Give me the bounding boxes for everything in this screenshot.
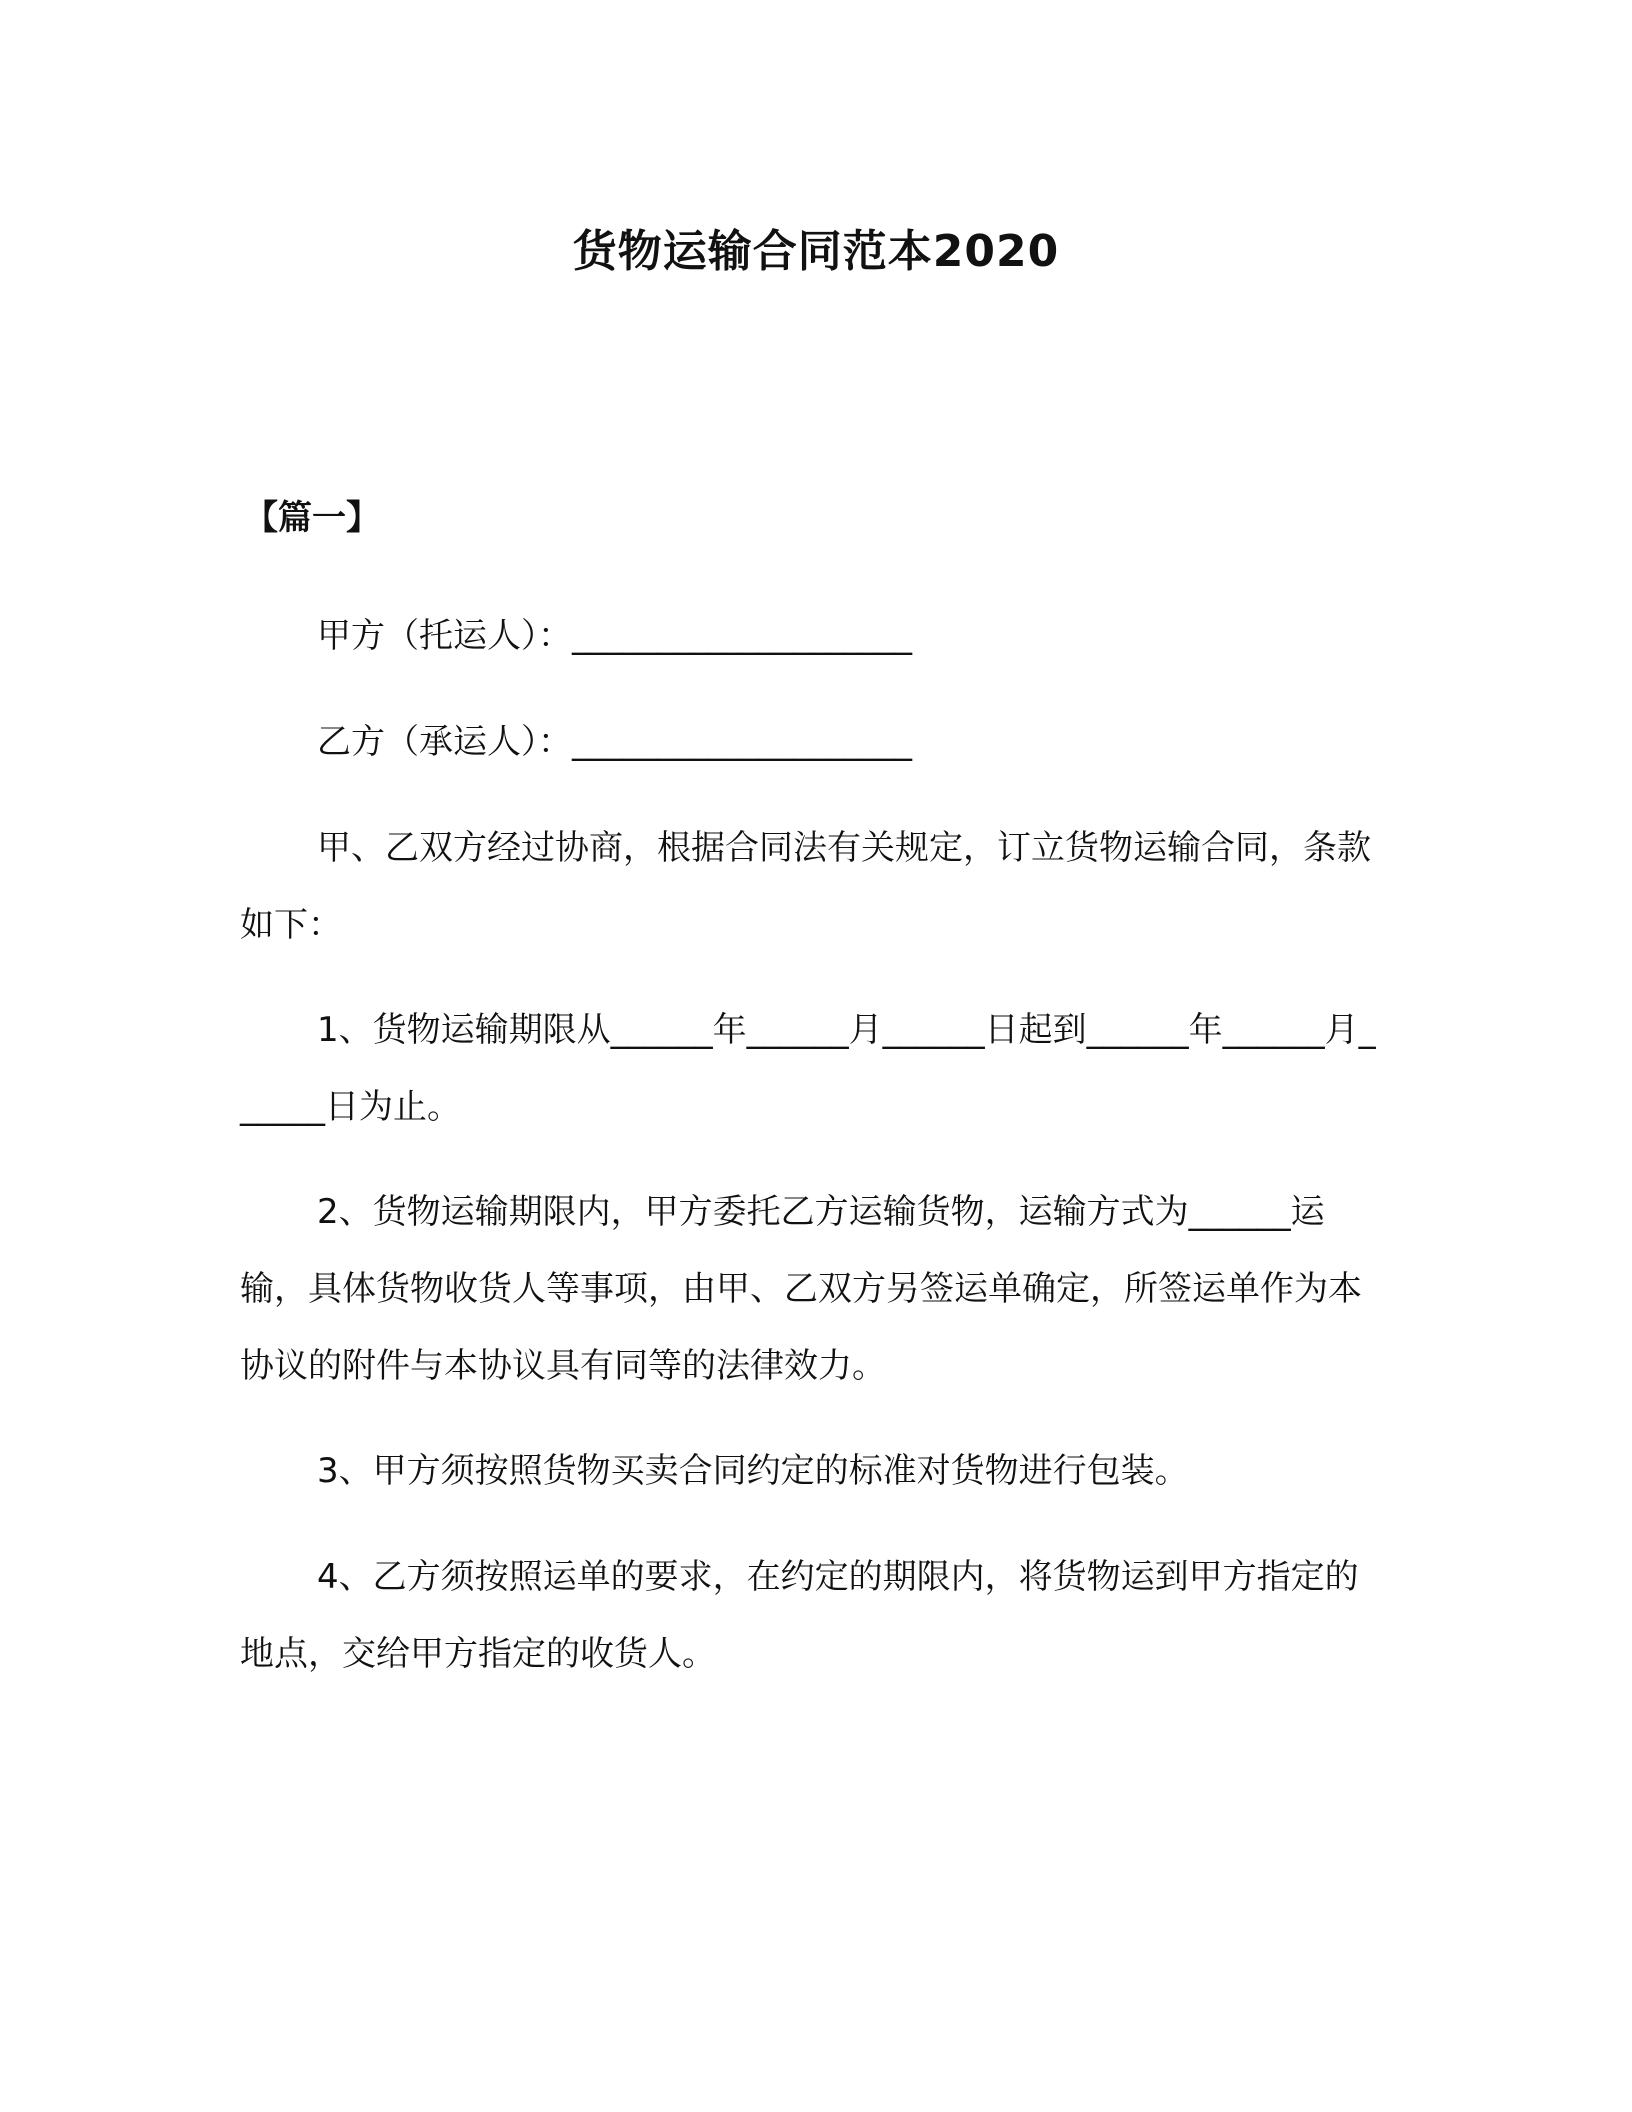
document-title: 货物运输合同范本2020 <box>572 226 1060 277</box>
party-a-line: 甲方（托运人）：____________________ <box>317 616 912 656</box>
section-heading: 【篇一】 <box>244 498 380 538</box>
clause-1: 1、货物运输期限从______年______月______日起到______年______月______日为止。 <box>240 1010 1376 1127</box>
document-body <box>240 598 1380 1721</box>
clause-2: 2、货物运输期限内，甲方委托乙方运输货物，运输方式为______运输，具体货物收货人等事项，由甲、乙双方另签运单确定，所签运单作为本协议的附件与本协议具有同等的法律效力。 <box>240 1192 1362 1386</box>
preamble-paragraph: 甲、乙双方经过协商，根据合同法有关规定，订立货物运输合同，条款如下： <box>240 828 1371 945</box>
clause-3: 3、甲方须按照货物买卖合同约定的标准对货物进行包装。 <box>317 1451 1189 1491</box>
clause-4: 4、乙方须按照运单的要求，在约定的期限内，将货物运到甲方指定的地点，交给甲方指定的收货人。 <box>240 1557 1359 1674</box>
party-b-line: 乙方（承运人）：____________________ <box>317 722 912 762</box>
